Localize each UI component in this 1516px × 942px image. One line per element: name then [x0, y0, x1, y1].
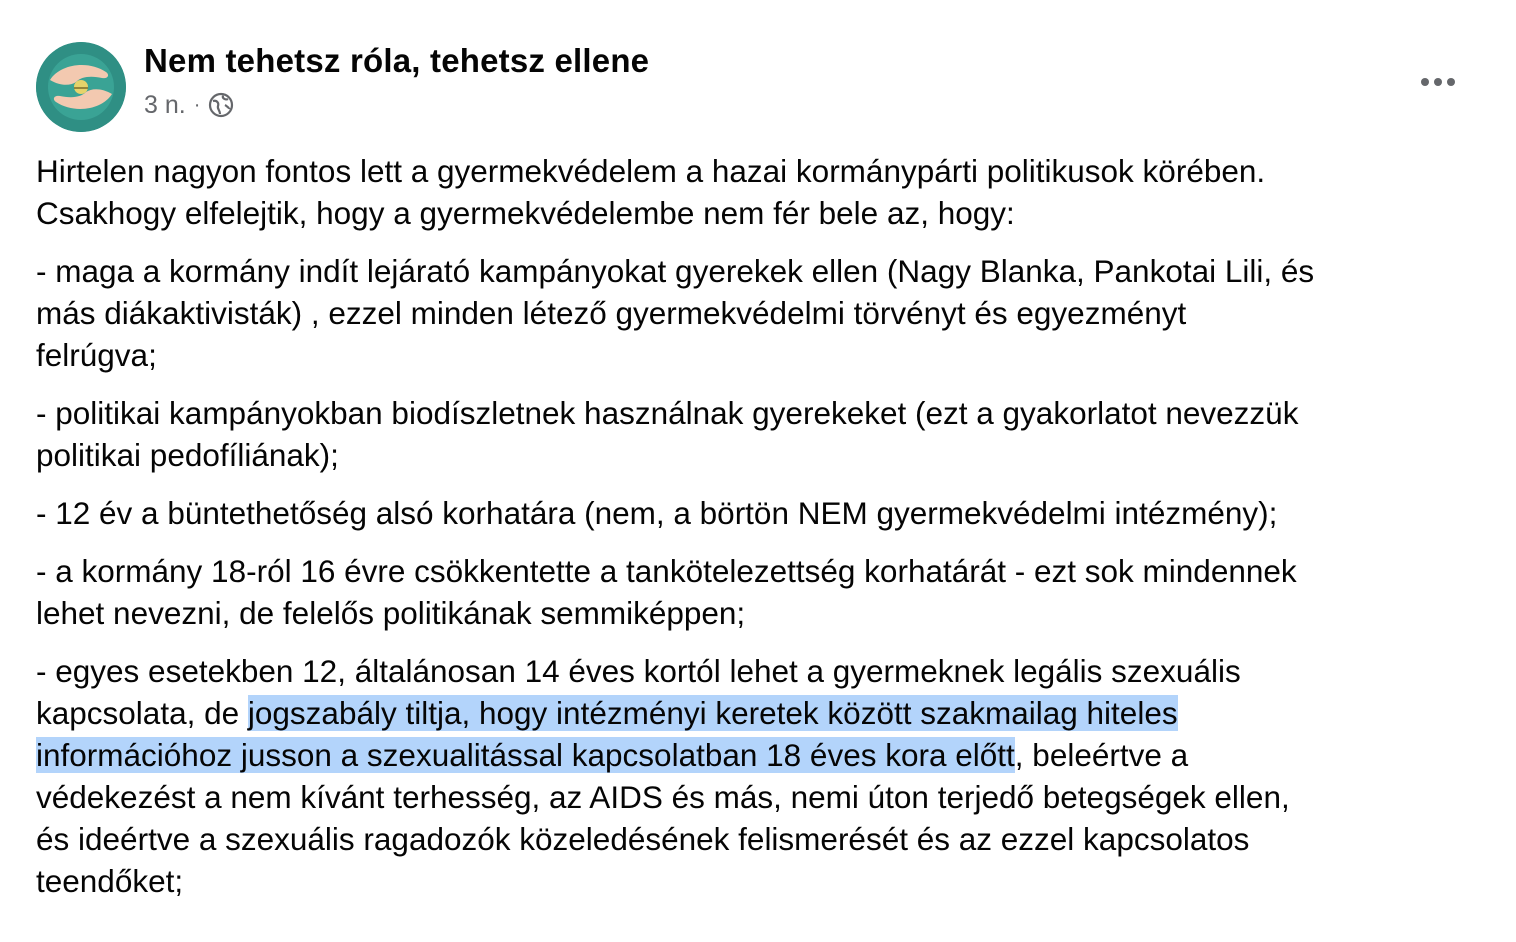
paragraph-item: [36, 392, 1506, 476]
text-line: - a kormány 18-ról 16 évre csökkentette a tankötelezettség korhatárát - ezt sok mindennek: [36, 553, 1297, 589]
text-line: - politikai kampányokban biodíszletnek használnak gyerekeket (ezt a gyakorlatot nevezzük: [36, 395, 1299, 431]
selected-text[interactable]: információhoz jusson a szexualitással kapcsolatban 18 éves kora előtt: [36, 737, 1015, 773]
text-segment: , beleértve a: [1014, 737, 1189, 773]
text-segment: kapcsolata, de: [36, 695, 248, 731]
page-avatar[interactable]: [36, 42, 126, 132]
meta-separator: ·: [193, 93, 201, 116]
text-line: Hirtelen nagyon fontos lett a gyermekvédelem a hazai kormánypárti politikusok körében.: [36, 153, 1266, 189]
paragraph-item-highlighted: [36, 650, 1506, 902]
page-name[interactable]: Nem tehetsz róla, tehetsz ellene: [144, 42, 650, 79]
post-header: [36, 40, 1480, 132]
text-line: Csakhogy elfelejtik, hogy a gyermekvédelembe nem fér bele az, hogy:: [36, 195, 1015, 231]
more-options-button[interactable]: [1408, 62, 1468, 102]
paragraph-item: [36, 492, 1506, 534]
text-line: felrúgva;: [36, 337, 157, 373]
post-timestamp[interactable]: 3 n.: [144, 90, 186, 119]
text-line: teendőket;: [36, 863, 184, 899]
text-line: - egyes esetekben 12, általánosan 14 éves kortól lehet a gyermeknek legális szexuális: [36, 653, 1241, 689]
text-line: [36, 734, 1506, 776]
paragraph-item: [36, 250, 1506, 376]
paragraph-item: [36, 550, 1506, 634]
text-line: - 12 év a büntethetőség alsó korhatára (nem, a börtön NEM gyermekvédelmi intézmény);: [36, 495, 1278, 531]
more-horizontal-icon: [1421, 78, 1429, 86]
post-meta: [144, 88, 234, 122]
text-line: védekezést a nem kívánt terhesség, az AIDS és más, nemi úton terjedő betegségek ellen,: [36, 779, 1290, 815]
text-line: más diákaktivisták) , ezzel minden létező gyermekvédelmi törvényt és egyezményt: [36, 295, 1187, 331]
avatar-logo-icon: [36, 42, 126, 132]
globe-icon[interactable]: [208, 92, 234, 118]
text-line: és ideértve a szexuális ragadozók közeledésének felismerését és az ezzel kapcsolatos: [36, 821, 1250, 857]
paragraph-intro: [36, 150, 1506, 234]
selected-text[interactable]: jogszabály tiltja, hogy intézményi keretek között szakmailag hiteles: [247, 695, 1178, 731]
text-line: lehet nevezni, de felelős politikának semmiképpen;: [36, 595, 746, 631]
text-line: politikai pedofíliának);: [36, 437, 339, 473]
text-line: - maga a kormány indít lejárató kampányokat gyerekek ellen (Nagy Blanka, Pankotai Lili, és: [36, 253, 1315, 289]
post-body: [36, 150, 1506, 918]
text-line: [36, 692, 1506, 734]
